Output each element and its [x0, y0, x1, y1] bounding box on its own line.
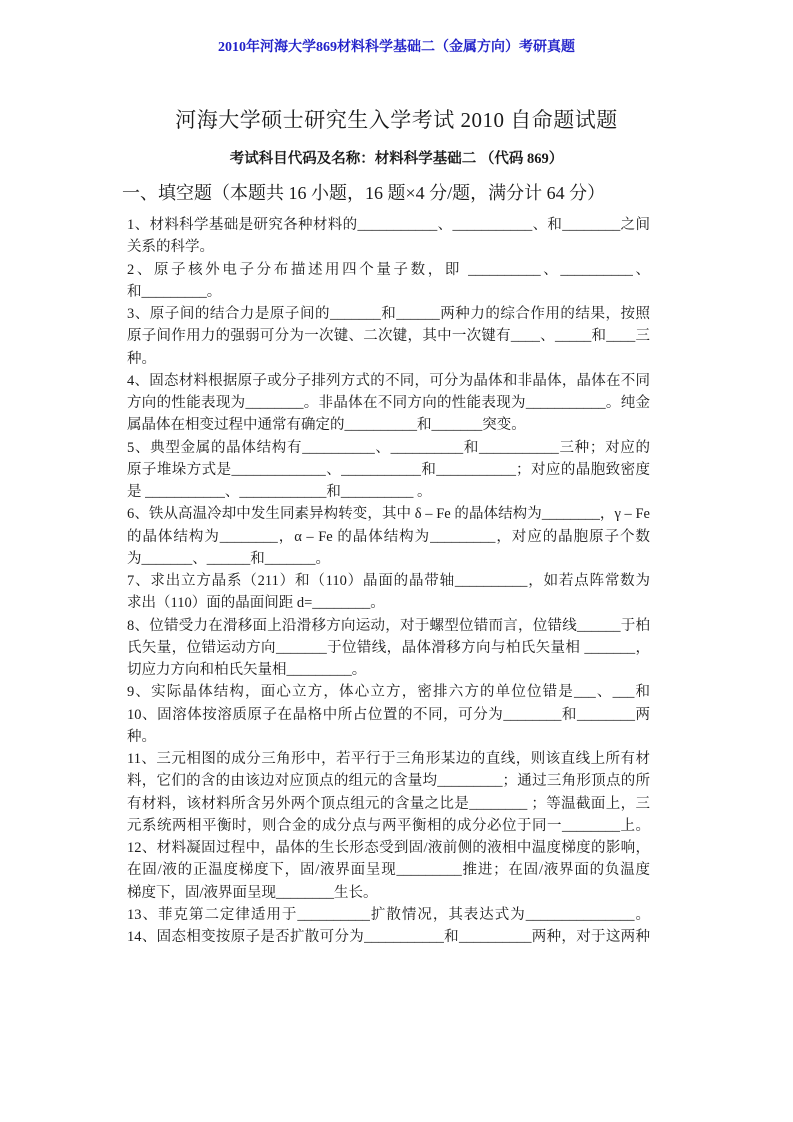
question-line: 关系的科学。	[127, 239, 214, 256]
question-11	[127, 748, 650, 837]
question-line: 原子堆垛方式是_____________、___________和___________；对应的晶胞致密度	[127, 461, 650, 478]
question-13	[127, 904, 650, 926]
question-line: 10、固溶体按溶质原子在晶格中所占位置的不同，可分为________和________两	[127, 706, 650, 723]
question-line: 为_______、______和_______。	[127, 550, 330, 567]
question-line: 切应力方向和柏氏矢量相_________。	[127, 662, 367, 678]
question-line: 1、材料科学基础是研究各种材料的___________、___________、和________之间	[127, 217, 650, 233]
question-2	[127, 259, 650, 304]
document-banner: 2010年河海大学869材料科学基础二（金属方向）考研真题	[218, 40, 575, 55]
question-line: 属晶体在相变过程中通常有确定的__________和_______突变。	[127, 417, 526, 434]
exam-subject: 考试科目代码及名称：材料科学基础二 （代码 869）	[229, 151, 564, 167]
question-14	[127, 926, 650, 948]
question-5	[127, 437, 650, 504]
question-6	[127, 503, 650, 570]
question-line: 的晶体结构为________，α – Fe 的晶体结构为_________，对应的晶胞原子个数	[127, 528, 650, 545]
question-line: 氏矢量，位错运动方向_______于位错线，晶体滑移方向与柏氏矢量相 _______，	[127, 639, 650, 656]
question-line: 2、原子核外电子分布描述用四个量子数，即 __________、__________、	[127, 261, 650, 278]
question-line: 8、位错受力在滑移面上沿滑移方向运动，对于螺型位错而言，位错线______于柏	[127, 617, 650, 634]
question-4	[127, 370, 650, 437]
question-line: 是 ___________、____________和__________ 。	[127, 484, 432, 500]
question-12	[127, 837, 650, 904]
question-line: 7、求出立方晶系（211）和（110）晶面的晶带轴__________，如若点阵常数为	[127, 573, 650, 589]
question-line: 5、典型金属的晶体结构有__________、__________和___________三种；对应的	[127, 439, 650, 456]
question-line: 6、铁从高温冷却中发生同素异构转变，其中 δ – Fe 的晶体结构为________，γ – Fe	[127, 506, 650, 523]
question-line: 4、固态材料根据原子或分子排列方式的不同，可分为晶体和非晶体，晶体在不同	[127, 372, 650, 389]
question-line: 11、三元相图的成分三角形中，若平行于三角形某边的直线，则该直线上所有材	[127, 751, 650, 767]
question-10	[127, 704, 650, 749]
question-line: 3、原子间的结合力是原子间的_______和______两种力的综合作用的结果，按照	[127, 306, 650, 322]
question-line: 种。	[127, 350, 156, 367]
question-line: 14、固态相变按原子是否扩散可分为___________和__________两种，对于这两种	[127, 929, 650, 945]
question-line: 12、材料凝固过程中，晶体的生长形态受到固/液前侧的液相中温度梯度的影响，	[127, 840, 650, 856]
question-line: 料，它们的含的由该边对应顶点的组元的含量均_________；通过三角形顶点的所	[127, 773, 650, 790]
question-1	[127, 214, 650, 259]
question-line: 方向的性能表现为________。非晶体在不同方向的性能表现为___________。纯金	[127, 395, 650, 411]
section-heading: 一、填空题（本题共 16 小题，16 题×4 分/题，满分计 64 分）	[122, 183, 606, 203]
question-line: 元系统两相平衡时，则合金的成分点与两平衡相的成分必位于同一________上。	[127, 817, 650, 834]
exam-title: 河海大学硕士研究生入学考试 2010 自命题试题	[175, 108, 618, 132]
question-7	[127, 570, 650, 615]
question-line: 9、实际晶体结构，面心立方，体心立方，密排六方的单位位错是___、___和	[127, 684, 650, 701]
question-list	[127, 214, 650, 948]
question-line: 和_________。	[127, 283, 222, 300]
question-line: 原子间作用力的强弱可分为一次键、二次键，其中一次键有____、_____和____三	[127, 328, 650, 345]
question-3	[127, 303, 650, 370]
question-8	[127, 615, 650, 682]
question-line: 在固/液的正温度梯度下，固/液界面呈现_________推进；在固/液界面的负温度	[127, 862, 650, 879]
question-line: 种。	[127, 728, 156, 745]
question-line: 求出（110）面的晶面间距 d=________。	[127, 595, 385, 612]
question-9	[127, 681, 650, 703]
question-line: 梯度下，固/液界面呈现________生长。	[127, 884, 378, 901]
question-line: 13、菲克第二定律适用于__________扩散情况，其表达式为_______________。	[127, 906, 650, 923]
question-line: 有材料，该材料所含另外两个顶点组元的含量之比是________ ；等温截面上，三	[127, 795, 650, 812]
